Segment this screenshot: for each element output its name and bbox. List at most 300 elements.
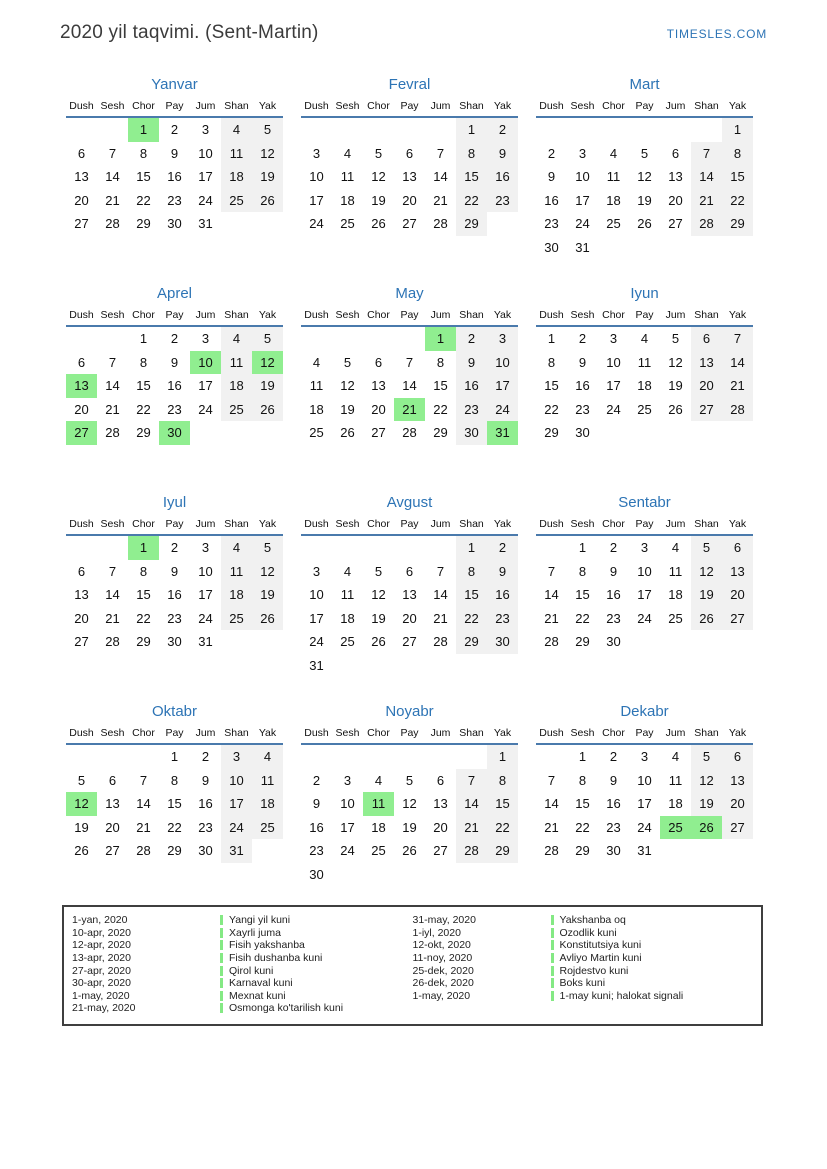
day-cell: 19 (340, 401, 355, 417)
day-cell: 10 (637, 772, 652, 788)
weekday-header: Sesh (100, 309, 125, 321)
day-cell: 27 (371, 425, 386, 441)
day-cell: 23 (606, 610, 621, 626)
day-cell: 23 (456, 398, 487, 422)
months-grid (66, 76, 767, 893)
day-cell: 17 (340, 819, 355, 835)
day-cell: 23 (167, 610, 182, 626)
day-cell (66, 117, 97, 142)
day-cell: 16 (167, 587, 182, 603)
day-cell: 16 (544, 192, 559, 208)
legend-row (413, 952, 754, 965)
legend-holiday-name: Fisih dushanba kuni (229, 952, 323, 965)
day-cell: 1 (578, 540, 587, 556)
day-cell: 18 (606, 192, 621, 208)
day-cell (363, 117, 394, 142)
day-cell: 19 (252, 165, 283, 189)
day-cell: 18 (340, 610, 355, 626)
day-cell: 7 (405, 354, 414, 370)
day-cell: 21 (456, 816, 487, 840)
weekday-header: Shan (694, 727, 719, 739)
day-cell: 18 (340, 192, 355, 208)
day-cell: 20 (74, 401, 89, 417)
day-cell (660, 236, 691, 260)
day-cell: 10 (190, 351, 221, 375)
day-cell: 5 (691, 535, 722, 560)
day-cell: 3 (221, 744, 252, 769)
month-title: Iyun (630, 285, 659, 302)
day-cell: 8 (139, 145, 148, 161)
day-cell: 2 (487, 535, 518, 560)
day-cell: 17 (198, 587, 213, 603)
day-cell: 10 (340, 796, 355, 812)
weekday-header: Pay (165, 518, 184, 530)
day-cell: 1 (578, 749, 587, 765)
holiday-marker-bar (551, 928, 554, 938)
legend-date: 10-apr, 2020 (72, 926, 131, 939)
weekday-header: Shan (694, 518, 719, 530)
day-cell: 1 (425, 326, 456, 351)
day-cell: 28 (402, 425, 417, 441)
day-cell: 2 (578, 331, 587, 347)
day-cell: 23 (606, 819, 621, 835)
weekday-header: Dush (539, 518, 564, 530)
weekday-header: Chor (132, 518, 155, 530)
weekday-header: Chor (367, 309, 390, 321)
day-cell: 8 (547, 354, 556, 370)
day-cell: 25 (606, 216, 621, 232)
day-cell: 7 (691, 142, 722, 166)
day-cell: 29 (136, 634, 151, 650)
day-cell (722, 236, 753, 260)
day-cell: 21 (136, 819, 151, 835)
day-cell: 9 (487, 142, 518, 166)
day-cell: 6 (671, 145, 680, 161)
day-cell: 19 (252, 583, 283, 607)
day-cell: 5 (405, 772, 414, 788)
weekday-header: Jum (665, 309, 686, 321)
day-cell: 27 (105, 843, 120, 859)
day-cell: 5 (77, 772, 86, 788)
day-cell (190, 421, 221, 445)
legend-column-right (413, 914, 754, 1015)
day-cell: 21 (544, 819, 559, 835)
holiday-marker-bar (220, 928, 223, 938)
day-cell: 3 (201, 122, 210, 138)
day-cell (660, 630, 691, 654)
day-cell: 18 (309, 401, 324, 417)
day-cell: 1 (456, 535, 487, 560)
month-yanvar (66, 76, 283, 266)
day-cell: 26 (252, 398, 283, 422)
day-cell: 11 (606, 169, 621, 185)
day-cell (598, 236, 629, 260)
day-cell (221, 630, 252, 654)
legend-holiday-name: Rojdestvo kuni (559, 964, 629, 977)
weekday-header: Shan (459, 518, 484, 530)
day-cell: 18 (252, 792, 283, 816)
day-cell: 9 (609, 563, 618, 579)
day-cell: 9 (609, 772, 618, 788)
day-cell: 15 (575, 587, 590, 603)
day-cell: 7 (547, 772, 556, 788)
weekday-header: Sesh (100, 518, 125, 530)
day-cell: 23 (575, 401, 590, 417)
day-cell: 16 (487, 165, 518, 189)
day-cell: 27 (691, 398, 722, 422)
day-cell: 4 (640, 331, 649, 347)
legend-row (72, 977, 413, 990)
weekday-header: Dush (539, 100, 564, 112)
day-cell: 6 (77, 354, 86, 370)
holiday-marker-bar (551, 953, 554, 963)
day-cell: 15 (136, 169, 151, 185)
month-title: Mart (629, 76, 660, 93)
day-cell: 6 (77, 563, 86, 579)
day-cell: 15 (456, 165, 487, 189)
day-cell: 2 (487, 117, 518, 142)
weekday-header: Sesh (570, 309, 595, 321)
day-cell (66, 326, 97, 351)
day-cell: 8 (722, 142, 753, 166)
day-cell: 24 (575, 216, 590, 232)
day-cell: 5 (252, 117, 283, 142)
legend-row (413, 939, 754, 952)
day-cell: 26 (691, 607, 722, 631)
day-cell: 31 (637, 843, 652, 859)
day-cell (66, 744, 97, 769)
day-cell: 5 (374, 563, 383, 579)
day-cell: 30 (309, 866, 324, 882)
day-cell: 22 (456, 189, 487, 213)
day-cell (456, 654, 487, 678)
day-cell (332, 326, 363, 351)
month-table (66, 518, 283, 654)
weekday-header: Shan (224, 100, 249, 112)
day-cell: 11 (252, 769, 283, 793)
day-cell (301, 744, 332, 769)
day-cell: 5 (252, 326, 283, 351)
day-cell: 29 (456, 212, 487, 236)
weekday-header: Yak (258, 518, 277, 530)
day-cell (332, 863, 363, 887)
day-cell: 28 (433, 216, 448, 232)
day-cell: 3 (201, 540, 210, 556)
day-cell: 11 (221, 142, 252, 166)
day-cell: 25 (668, 610, 683, 626)
legend-row (413, 964, 754, 977)
month-title: Yanvar (151, 76, 198, 93)
day-cell: 1 (456, 117, 487, 142)
weekday-header: Yak (728, 100, 747, 112)
legend-row (72, 939, 413, 952)
day-cell: 23 (309, 843, 324, 859)
weekday-header: Chor (132, 309, 155, 321)
day-cell: 14 (105, 587, 120, 603)
day-cell: 21 (722, 374, 753, 398)
day-cell: 26 (402, 843, 417, 859)
day-cell: 22 (456, 607, 487, 631)
day-cell: 29 (136, 425, 151, 441)
legend-holiday-name: Mexnat kuni (229, 989, 286, 1002)
day-cell: 7 (436, 563, 445, 579)
month-table (301, 727, 518, 886)
day-cell (691, 117, 722, 142)
weekday-header: Shan (694, 309, 719, 321)
day-cell: 1 (547, 331, 556, 347)
day-cell (629, 630, 660, 654)
month-title: Avgust (386, 494, 433, 511)
day-cell: 2 (170, 540, 179, 556)
legend-row (72, 914, 413, 927)
month-avgust (301, 494, 518, 684)
day-cell: 7 (456, 769, 487, 793)
day-cell: 26 (252, 189, 283, 213)
weekday-header: Pay (400, 309, 419, 321)
day-cell: 2 (312, 772, 321, 788)
day-cell: 6 (77, 145, 86, 161)
day-cell: 1 (487, 744, 518, 769)
day-cell: 1 (128, 117, 159, 142)
legend-holiday-name: Avliyo Martin kuni (559, 952, 642, 965)
day-cell (722, 839, 753, 863)
day-cell: 11 (221, 351, 252, 375)
day-cell: 13 (74, 587, 89, 603)
month-title: Fevral (388, 76, 431, 93)
holiday-marker-bar (551, 966, 554, 976)
day-cell: 21 (544, 610, 559, 626)
weekday-header: Dush (539, 727, 564, 739)
day-cell: 19 (252, 374, 283, 398)
day-cell: 26 (74, 843, 89, 859)
day-cell: 3 (312, 563, 321, 579)
weekday-header: Pay (635, 727, 654, 739)
legend-date: 25-dek, 2020 (412, 964, 474, 977)
day-cell (363, 863, 394, 887)
weekday-header: Yak (493, 309, 512, 321)
day-cell: 28 (722, 398, 753, 422)
weekday-header: Dush (539, 309, 564, 321)
day-cell: 13 (66, 374, 97, 398)
weekday-header: Jum (195, 100, 216, 112)
day-cell: 30 (487, 630, 518, 654)
day-cell: 7 (436, 145, 445, 161)
day-cell: 12 (340, 378, 355, 394)
day-cell: 29 (544, 425, 559, 441)
day-cell (691, 839, 722, 863)
day-cell (97, 744, 128, 769)
legend-date: 31-may, 2020 (412, 914, 476, 927)
day-cell (536, 117, 567, 142)
legend-holiday-name: Osmonga ko'tarilish kuni (229, 1002, 344, 1015)
day-cell: 19 (691, 792, 722, 816)
day-cell: 28 (105, 634, 120, 650)
day-cell (66, 535, 97, 560)
day-cell (363, 535, 394, 560)
day-cell: 26 (668, 401, 683, 417)
weekday-header: Chor (602, 100, 625, 112)
day-cell: 12 (691, 560, 722, 584)
day-cell: 12 (637, 169, 652, 185)
day-cell: 31 (309, 657, 324, 673)
day-cell (722, 421, 753, 445)
weekday-header: Sesh (570, 518, 595, 530)
weekday-header: Yak (493, 518, 512, 530)
day-cell: 31 (221, 839, 252, 863)
weekday-header: Sesh (570, 727, 595, 739)
day-cell (363, 654, 394, 678)
day-cell: 21 (433, 192, 448, 208)
legend-holiday-name: Qirol kuni (229, 964, 274, 977)
holiday-marker-bar (551, 991, 554, 1001)
day-cell: 21 (691, 189, 722, 213)
day-cell: 15 (575, 796, 590, 812)
day-cell (252, 630, 283, 654)
day-cell: 17 (637, 587, 652, 603)
day-cell: 13 (105, 796, 120, 812)
day-cell: 24 (340, 843, 355, 859)
day-cell: 14 (402, 378, 417, 394)
day-cell: 16 (606, 587, 621, 603)
day-cell: 17 (606, 378, 621, 394)
weekday-header: Chor (132, 727, 155, 739)
day-cell: 6 (405, 563, 414, 579)
weekday-header: Shan (459, 727, 484, 739)
weekday-header: Shan (224, 309, 249, 321)
day-cell: 22 (575, 610, 590, 626)
weekday-header: Chor (602, 309, 625, 321)
day-cell: 31 (198, 216, 213, 232)
day-cell: 19 (691, 583, 722, 607)
day-cell: 12 (252, 142, 283, 166)
day-cell: 20 (668, 192, 683, 208)
month-table (536, 100, 753, 259)
day-cell: 25 (252, 816, 283, 840)
day-cell: 1 (722, 117, 753, 142)
day-cell: 29 (456, 630, 487, 654)
day-cell: 29 (575, 634, 590, 650)
day-cell: 25 (371, 843, 386, 859)
day-cell: 5 (252, 535, 283, 560)
weekday-header: Sesh (100, 727, 125, 739)
day-cell: 12 (668, 354, 683, 370)
legend-row (72, 1002, 413, 1015)
day-cell (332, 744, 363, 769)
day-cell: 19 (371, 610, 386, 626)
weekday-header: Pay (635, 309, 654, 321)
day-cell (660, 839, 691, 863)
day-cell: 30 (606, 843, 621, 859)
weekday-header: Jum (665, 518, 686, 530)
day-cell: 25 (221, 607, 252, 631)
day-cell: 3 (640, 749, 649, 765)
legend-date: 1-may, 2020 (412, 989, 471, 1002)
day-cell: 9 (170, 354, 179, 370)
month-table (66, 727, 283, 863)
day-cell: 23 (544, 216, 559, 232)
day-cell: 22 (167, 819, 182, 835)
weekday-header: Sesh (335, 309, 360, 321)
day-cell: 8 (436, 354, 445, 370)
day-cell: 29 (487, 839, 518, 863)
day-cell: 16 (167, 169, 182, 185)
month-title: Dekabr (620, 703, 669, 720)
month-table (301, 100, 518, 236)
legend-date: 26-dek, 2020 (412, 977, 474, 990)
day-cell: 11 (668, 772, 683, 788)
day-cell: 21 (105, 192, 120, 208)
day-cell: 25 (340, 634, 355, 650)
day-cell: 18 (637, 378, 652, 394)
day-cell (691, 630, 722, 654)
day-cell (301, 535, 332, 560)
day-cell: 4 (671, 749, 680, 765)
day-cell: 4 (221, 535, 252, 560)
holiday-legend (62, 905, 763, 1026)
day-cell: 7 (547, 563, 556, 579)
day-cell: 7 (139, 772, 148, 788)
weekday-header: Pay (635, 518, 654, 530)
day-cell (456, 744, 487, 769)
weekday-header: Jum (195, 727, 216, 739)
day-cell: 27 (402, 216, 417, 232)
day-cell: 8 (170, 772, 179, 788)
day-cell: 14 (433, 169, 448, 185)
day-cell: 2 (170, 331, 179, 347)
timesles-site-link[interactable]: TIMESLES.COM (666, 27, 767, 41)
holiday-marker-bar (220, 1003, 223, 1013)
weekday-header: Sesh (335, 518, 360, 530)
day-cell: 20 (402, 192, 417, 208)
month-title: Sentabr (618, 494, 671, 511)
weekday-header: Jum (195, 309, 216, 321)
month-dekabr (536, 703, 753, 893)
holiday-marker-bar (220, 991, 223, 1001)
legend-date: 12-apr, 2020 (72, 939, 131, 952)
day-cell (487, 212, 518, 236)
day-cell (394, 654, 425, 678)
day-cell: 9 (578, 354, 587, 370)
day-cell: 13 (691, 351, 722, 375)
day-cell: 24 (198, 401, 213, 417)
month-title: Aprel (156, 285, 193, 302)
day-cell: 21 (394, 398, 425, 422)
legend-holiday-name: Ozodlik kuni (559, 926, 617, 939)
day-cell: 1 (128, 535, 159, 560)
day-cell: 17 (637, 796, 652, 812)
day-cell: 6 (108, 772, 117, 788)
day-cell: 15 (136, 587, 151, 603)
day-cell: 22 (136, 192, 151, 208)
day-cell: 14 (136, 796, 151, 812)
month-noyabr (301, 703, 518, 893)
legend-holiday-name: Yangi yil kuni (229, 914, 291, 927)
day-cell (221, 212, 252, 236)
day-cell: 24 (309, 216, 324, 232)
legend-date: 1-may, 2020 (72, 989, 130, 1002)
day-cell: 7 (108, 354, 117, 370)
day-cell: 2 (456, 326, 487, 351)
holiday-marker-bar (220, 940, 223, 950)
day-cell: 5 (343, 354, 352, 370)
day-cell: 28 (544, 843, 559, 859)
day-cell: 13 (722, 560, 753, 584)
day-cell: 13 (74, 169, 89, 185)
day-cell: 28 (105, 216, 120, 232)
weekday-header: Yak (493, 100, 512, 112)
day-cell: 29 (722, 212, 753, 236)
day-cell: 15 (487, 792, 518, 816)
